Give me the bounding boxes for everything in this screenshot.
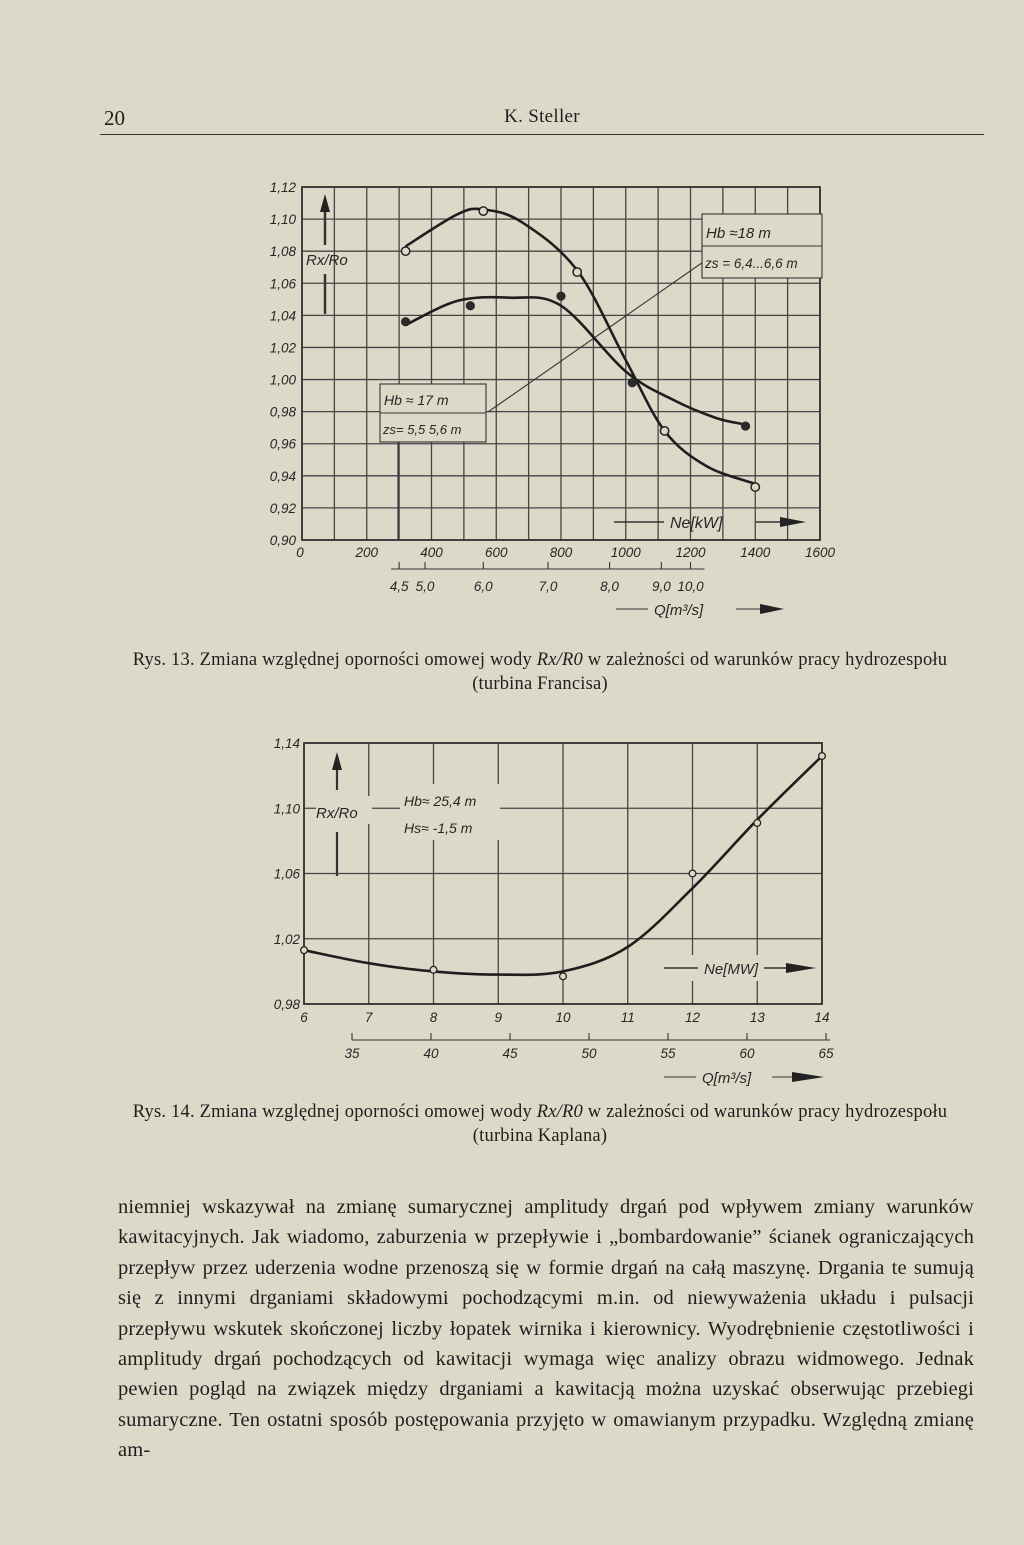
body-paragraph: niemniej wskazywał na zmianę sumarycznej amplitudy drgań pod wpływem zmiany warunków kawitacyjnych. Jak wiadomo, zaburzenia w przepływie i „bombardowanie” ścianek ograniczających przepływ przez uderzenia wodne przenoszą się w formie drgań na całą maszynę. Drgania te sumują się z innymi drganiami składowymi pochodzącymi m.in. od niewyważenia układu i pulsacji przepływu wskutek skończonej liczby łopatek wirnika i kierownicy. Wyodrębnienie częstotliwości i amplitudy drgań pochodzących od kawitacji wymaga więc analizy obrazu widmowego. Jednak pewien pogląd na związek między drganiami a kawitacją można uzyskać obserwując przebiegi sumaryczne. Ten ostatni sposób postępowania przyjęto w omawianym przypadku. Względną zmianę am- — [118, 1196, 974, 1462]
running-head: K. Steller — [504, 106, 580, 127]
fig13-q-tick-label: 8,0 — [600, 579, 619, 594]
fig13-label-18-line2: zs = 6,4...6,6 m — [705, 256, 798, 271]
fig13-label-18-line1: Hb ≈18 m — [706, 225, 771, 242]
fig13-y-tick-label: 1,00 — [269, 372, 296, 388]
fig14-q-axis-label-text: Q[m³/s] — [702, 1070, 752, 1087]
fig14-x-axis-label-text: Ne[MW] — [704, 961, 759, 978]
page-number: 20 — [104, 106, 125, 130]
fig13-q-axis-label-text: Q[m³/s] — [654, 602, 704, 619]
fig14-q-tick-label: 50 — [581, 1046, 597, 1061]
fig14-point-open — [430, 966, 437, 973]
fig13-q-tick-label: 9,0 — [651, 579, 671, 594]
figure-14-caption: Rys. 14. Zmiana względnej oporności omowej wody Rx/R0 w zależności od warunków pracy hydrozespołu (turbina Kaplana) — [132, 1102, 948, 1146]
fig14-point-open — [301, 947, 308, 954]
fig14-y-tick-label: 1,10 — [273, 801, 300, 817]
fig14-x-tick-label: 10 — [555, 1010, 571, 1025]
fig13-x-axis-label-text: Ne[kW] — [670, 515, 723, 532]
fig13-y-tick-label: 1,10 — [269, 212, 296, 228]
fig13-y-tick-label: 1,06 — [269, 276, 296, 292]
figure-13-caption: Rys. 13. Zmiana względnej oporności omowej wody Rx/R0 w zależności od warunków pracy hydrozespołu (turbina Francisa) — [132, 650, 948, 694]
fig14-x-tick-label: 7 — [364, 1010, 373, 1025]
fig13-q-tick-label: 4,5 — [389, 579, 409, 594]
fig13-x-tick-label: 1400 — [740, 545, 771, 560]
fig14-y-tick-label: 1,14 — [273, 736, 300, 751]
fig13-x-tick-label: 1200 — [675, 545, 706, 560]
fig14-x-tick-label: 11 — [620, 1010, 635, 1025]
fig14-q-arrow-head — [792, 1072, 824, 1082]
fig13-q-tick-label: 5,0 — [415, 579, 435, 594]
fig13-x-tick-label: 1000 — [610, 545, 641, 560]
fig13-x-tick-label: 1600 — [804, 545, 836, 560]
fig14-q-tick-label: 55 — [660, 1046, 676, 1061]
fig13-x-tick-label: 800 — [549, 545, 573, 560]
fig14-q-tick-label: 40 — [423, 1046, 439, 1061]
fig14-y-axis-label-text: Rx/Ro — [316, 805, 358, 822]
fig14-x-tick-label: 12 — [684, 1010, 701, 1025]
fig14-point-open — [560, 973, 567, 980]
fig14-x-axis-label — [662, 955, 820, 981]
fig13-x-tick-label: 600 — [484, 545, 508, 560]
fig14-label-line1: Hb≈ 25,4 m — [404, 793, 477, 809]
fig14-point-open — [819, 753, 826, 760]
fig13-label-17-line2: zs= 5,5 5,6 m — [383, 422, 462, 437]
fig13-q-tick-label: 7,0 — [538, 579, 558, 594]
fig13-y-tick-label: 1,02 — [269, 340, 296, 356]
fig13-y-tick-label: 0,90 — [269, 533, 296, 548]
fig13-q-tick-label: 6,0 — [473, 579, 493, 594]
fig13-y-tick-label: 1,12 — [269, 180, 296, 195]
fig14-x-tick-label: 8 — [429, 1010, 438, 1025]
fig13-y-tick-label: 0,94 — [269, 468, 296, 484]
fig13-x-tick-label: 400 — [420, 545, 443, 560]
fig14-x-ticks — [300, 1010, 829, 1025]
fig14-point-open — [754, 820, 761, 827]
fig13-y-tick-label: 1,04 — [269, 308, 296, 324]
fig14-q-tick-label: 60 — [739, 1046, 755, 1061]
fig14-y-axis-label — [316, 752, 372, 876]
fig14-q-tick-label: 35 — [344, 1046, 360, 1061]
fig14-x-tick-label: 13 — [749, 1010, 765, 1025]
fig14-q-tick-label: 65 — [818, 1046, 834, 1061]
fig13-q-tick-label: 10,0 — [677, 579, 704, 594]
fig14-x-tick-label: 9 — [494, 1010, 503, 1025]
fig13-y-tick-label: 0,98 — [269, 404, 296, 420]
fig14-y-tick-label: 0,98 — [273, 997, 300, 1012]
fig14-x-tick-label: 6 — [300, 1010, 308, 1025]
fig13-y-tick-label: 0,92 — [269, 500, 296, 516]
fig14-label-line2: Hs≈ -1,5 m — [404, 820, 473, 836]
fig14-x-tick-label: 14 — [814, 1010, 830, 1025]
fig14-q-axis — [344, 1033, 834, 1087]
fig14-y-ticks — [274, 736, 301, 1012]
fig13-y-tick-label: 1,08 — [269, 244, 296, 260]
fig13-x-tick-label: 0 — [296, 545, 304, 560]
fig14-label — [400, 784, 500, 840]
fig13-y-axis-label-text: Rx/Ro — [306, 252, 348, 269]
fig13-label-17-line1: Hb ≈ 17 m — [384, 392, 449, 408]
fig14-y-tick-label: 1,06 — [273, 866, 300, 882]
fig14-y-tick-label: 1,02 — [273, 931, 300, 947]
fig13-x-tick-label: 200 — [355, 545, 379, 560]
fig14-q-tick-label: 45 — [502, 1046, 518, 1061]
fig13-y-tick-label: 0,96 — [269, 436, 296, 452]
fig14-point-open — [689, 870, 696, 877]
